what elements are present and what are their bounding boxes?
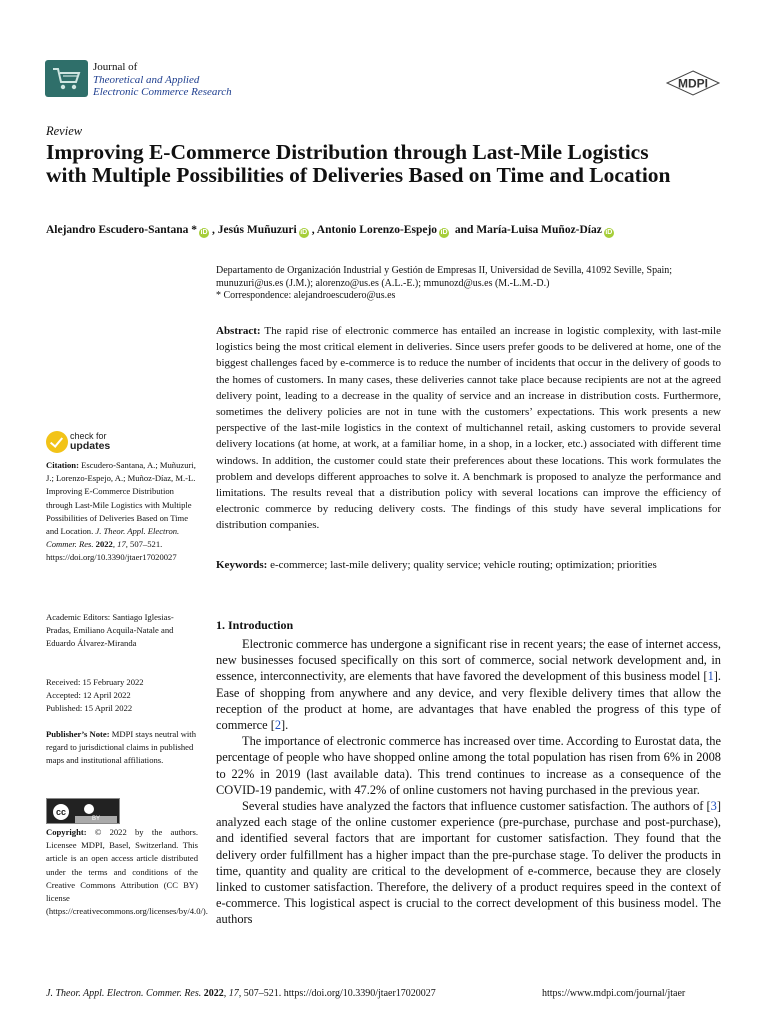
copyright-text: © 2022 by the authors. Licensee MDPI, Basel, Switzerland. This article is an open access article distributed under the terms and conditions of the Creative Commons Attribution (CC BY) license (https://creativecommons.org/licenses/by/4.0/).: [46, 827, 208, 917]
reference-link[interactable]: 2: [274, 718, 282, 733]
citation-year: 2022: [93, 539, 113, 550]
paragraph: Several studies have analyzed the factors that influence customer satisfaction. The authors of [3] analyzed each stage of the online customer experience (pre-purchase, purchase and post-purchase), and identified several factors that are important for customer satisfaction. They found that the delivery order fulfillment has a higher impact than the pre-purchase stage. To deliver the products in time, quantity and quality are critical to the development of e-commerce, because they are closely linked to customer satisfaction. Therefore, the delivery of a product requires speed in the context of e-commerce. This logistical aspect is crucial to the correct development of this business model. The authors: [216, 799, 721, 927]
check-icon: [46, 431, 68, 453]
paragraph: Electronic commerce has undergone a significant rise in recent years; the ease of internet access, new businesses focused specifically on this sort of commerce, social network development and, in essence, interconnectivity, are elements that have favored the development of this business model [1]. Ease of shopping from anywhere and any device, and very flexible delivery times that allow the reception of the product at home, are advantages that have enabled the progress of this type of commerce [2].: [216, 637, 722, 733]
affiliation-block: [216, 265, 726, 303]
orcid-icon[interactable]: iD: [200, 229, 208, 236]
attribution-icon: [82, 802, 96, 816]
orcid-icon[interactable]: iD: [605, 229, 613, 236]
cc-icon: cc: [51, 802, 71, 822]
cart-icon: [51, 65, 82, 92]
svg-text:MDPI: MDPI: [678, 76, 708, 91]
correspondence[interactable]: * Correspondence: alejandroescudero@us.es: [216, 290, 396, 301]
abstract: [216, 323, 721, 534]
orcid-icon[interactable]: iD: [300, 229, 308, 236]
citation-label: Citation:: [46, 460, 79, 470]
reference-link[interactable]: 3: [710, 799, 717, 814]
section-heading: 1. Introduction: [216, 618, 294, 632]
citation-doi[interactable]: 507–521. https://doi.org/10.3390/jtaer17020027: [46, 539, 177, 563]
journal-name-line1: Journal of: [93, 61, 138, 73]
citation-volume: , 17,: [112, 539, 128, 550]
citation-text: Escudero-Santana, A.; Muñuzuri, J.; Lorenzo-Espejo, A.; Muñoz-Díaz, M.-L. Improving E-Commerce Distribution through Last-Mile Logistics with Multiple Possibilities of Deliveries Based on Time and Location.: [46, 460, 196, 537]
received-date: Received: 15 February 2022: [46, 677, 144, 687]
abstract-label: Abstract:: [216, 325, 261, 337]
affiliation: Departamento de Organización Industrial y Gestión de Empresas II, Universidad de Sevilla, 41092 Seville, Spain; munuzuri@us.es (J.M.); alorenzo@us.es (A.L.-E.); mmunozd@us.es (M.-L.M.-D.): [216, 265, 673, 289]
check-for-updates-button[interactable]: [46, 431, 136, 455]
footer-url[interactable]: https://www.mdpi.com/journal/jtaer: [542, 988, 686, 999]
author-name[interactable]: , Antonio Lorenzo-Espejo: [311, 224, 438, 236]
published-date: Published: 15 April 2022: [46, 703, 133, 714]
journal-logo: [45, 60, 88, 97]
footer-volume: , 17,: [223, 988, 242, 999]
footer-journal: J. Theor. Appl. Electron. Commer. Res.: [46, 988, 202, 999]
footer-doi[interactable]: 507–521. https://doi.org/10.3390/jtaer17020027: [241, 988, 436, 999]
keywords: [216, 557, 721, 573]
author-name[interactable]: , Jesús Muñuzuri: [212, 224, 297, 236]
paragraph: The importance of electronic commerce has increased over time. According to Eurostat data, the percentage of people who have shopped online among the total population has risen from 6% in 2008 to 22% in 2019 (last available data). This trend continues to increase as a consequence of the COVID-19 pandemic, with 47.2% of online customers not having purchased in the previous year.: [216, 734, 721, 797]
pubnote-label: Publisher’s Note:: [46, 729, 110, 739]
copyright-label: Copyright:: [46, 827, 87, 837]
copyright-block: [46, 826, 208, 918]
citation-journal: J. Theor. Appl. Electron. Commer. Res.: [46, 526, 180, 550]
publishers-note: [46, 728, 198, 768]
body-text: [216, 636, 721, 928]
author-name[interactable]: and María-Luisa Muñoz-Díaz: [452, 224, 602, 236]
reference-link[interactable]: 1: [707, 669, 714, 684]
author-list: [46, 224, 736, 238]
by-label: BY: [75, 816, 117, 823]
author-name[interactable]: Alejandro Escudero-Santana *: [46, 224, 198, 236]
keywords-text: e-commerce; last-mile delivery; quality service; vehicle routing; optimization; priorities: [267, 559, 657, 571]
article-title: Improving E-Commerce Distribution through Last-Mile Logistics with Multiple Possibilities of Deliveries Based on Time and Location: [46, 140, 671, 187]
footer-citation: [46, 988, 436, 999]
mdpi-logo: [665, 70, 721, 96]
journal-name-line3: Electronic Commerce Research: [93, 86, 232, 98]
cc-by-license-badge[interactable]: [46, 798, 120, 824]
journal-name: [93, 61, 232, 99]
keywords-label: Keywords:: [216, 559, 268, 571]
academic-editors: Academic Editors: Santiago Iglesias-Pradas, Emiliano Acquila-Natale and Eduardo Álvarez-Miranda: [46, 612, 174, 649]
footer-year: 2022: [201, 988, 224, 999]
accepted-date: Accepted: 12 April 2022: [46, 690, 131, 701]
article-type: Review: [46, 124, 83, 138]
orcid-icon[interactable]: iD: [440, 229, 448, 236]
journal-name-line2: Theoretical and Applied: [93, 73, 200, 86]
citation-block: [46, 459, 198, 565]
abstract-text: The rapid rise of electronic commerce has entailed an increase in logistic complexity, with last-mile logistics being the most critical element in deliveries. Since users prefer goods to be delivered at home, one of the biggest challenges faced by e-commerce is to reduce the number of incidents that occur in the delivery of goods to the homes of customers. In many cases, these deliveries cannot take place because recipients are not at the agreed delivery point, leading to a decrease in the quality of service and an increase in distribution costs. Furthermore, sometimes the delivery policies are not in tune with the customers’ expectations. This work presents a new perspective of the last-mile logistics in the context of multichannel retail, asking customers to provide several delivery locations (at home, at work, at a familiar home, in a shop, in a locker, etc.) associated with different time windows. In addition, the customer could state their preferences about these locations. This work formulates the problem and develops different approaches to solve it. A benchmark is proposed to analyze the performance and limitations. The results reveal that a distribution policy with several locations can improve the efficiency of electronic commerce by reducing delivery costs. The findings of this study have several implications for distribution companies.: [216, 325, 721, 532]
check-for-updates-label: check for updates: [70, 431, 111, 452]
dates-block: [46, 676, 198, 716]
pubnote-text: MDPI stays neutral with regard to jurisdictional claims in published maps and institutional affiliations.: [46, 729, 196, 766]
